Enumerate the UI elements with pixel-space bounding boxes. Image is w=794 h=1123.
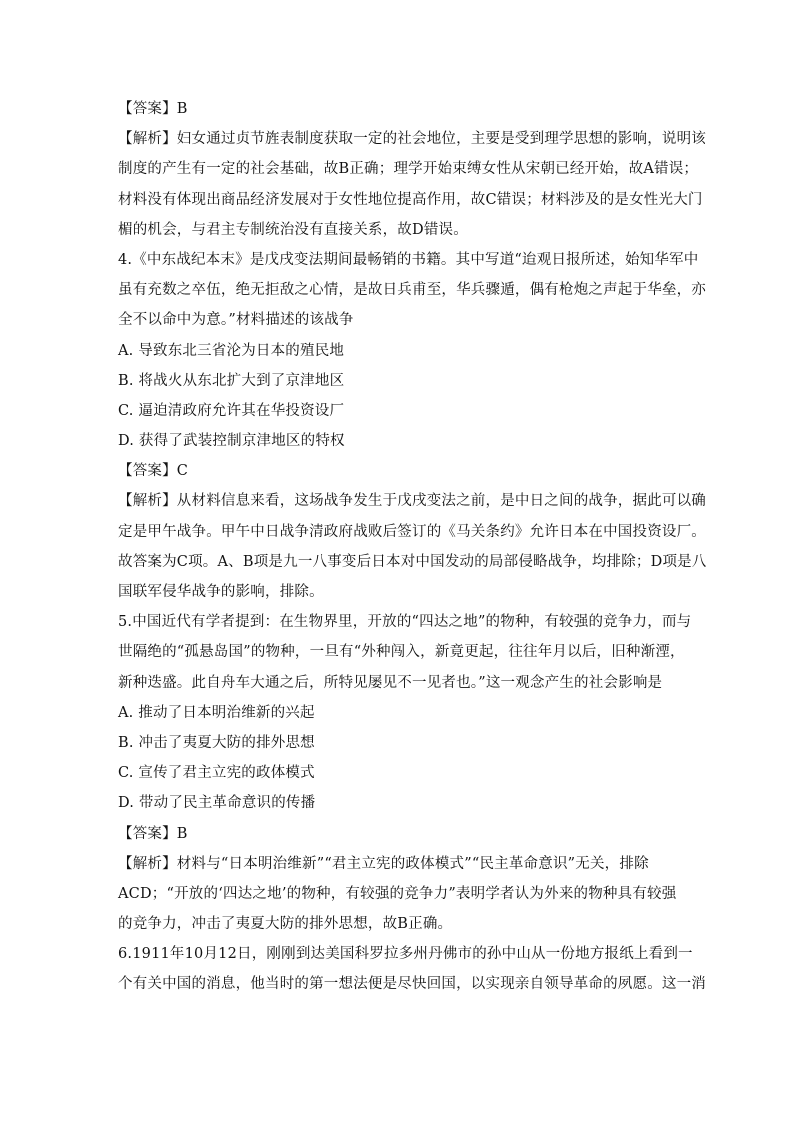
question-4-stem: 全不以命中为意。”材料描述的该战争 [118,312,354,329]
answer-line: 【答案】B [118,101,188,117]
answer-line: 【答案】B [118,825,188,842]
analysis-line: 楣的机会，与君主专制统治没有直接关系，故D错误。 [118,221,468,238]
question-4-option-b: B. 将战火从东北扩大到了京津地区 [118,372,345,389]
question-5-stem: 新种迭盛。此自舟车大通之后，所特见屡见不一见者也。”这一观念产生的社会影响是 [118,674,663,691]
question-4-stem: 4.《中东战纪本末》是戊戌变法期间最畅销的书籍。其中写道“迨观日报所述，始知华军中 [118,251,699,268]
question-5-option-b: B. 冲击了夷夏大防的排外思想 [118,734,315,751]
analysis-line: 【解析】妇女通过贞节旌表制度获取一定的社会地位，主要是受到理学思想的影响，说明该 [118,131,706,148]
question-5-option-c: C. 宣传了君主立宪的政体模式 [118,765,315,782]
question-4-stem: 虽有充数之卒伍，绝无拒敌之心情，是故日兵甫至，华兵骤遁，偶有枪炮之声起于华垒，亦 [118,282,706,299]
analysis-line: 定是甲午战争。甲午中日战争清政府战败后签订的《马关条约》允许日本在中国投资设厂。 [118,523,706,540]
analysis-line: 【解析】从材料信息来看，这场战争发生于戊戌变法之前，是中日之间的战争，据此可以确 [118,493,706,510]
analysis-line: ACD；“开放的‘四达之地’的物种，有较强的竞争力”表明学者认为外来的物种具有较强 [118,885,677,902]
analysis-line: 制度的产生有一定的社会基础，故B正确；理学开始束缚女性从宋朝已经开始，故A错误； [118,161,699,178]
question-5-option-d: D. 带动了民主革命意识的传播 [118,795,316,812]
question-6-stem: 6.1911年10月12日，刚刚到达美国科罗拉多州丹佛市的孙中山从一份地方报纸上看到一 [118,946,693,963]
question-4-option-c: C. 逼迫清政府允许其在华投资设厂 [118,402,345,419]
analysis-line: 故答案为C项。A、B项是九一八事变后日本对中国发动的局部侵略战争，均排除；D项是八 [118,553,707,570]
analysis-line: 的竞争力，冲击了夷夏大防的排外思想，故B正确。 [118,916,453,933]
analysis-line: 材料没有体现出商品经济发展对于女性地位提高作用，故C错误；材料涉及的是女性光大门 [118,191,703,208]
question-5-option-a: A. 推动了日本明治维新的兴起 [118,704,315,721]
question-6-stem: 个有关中国的消息，他当时的第一想法便是尽快回国，以实现亲自领导革命的夙愿。这一消 [118,976,706,993]
analysis-line: 【解析】材料与“日本明治维新”“君主立宪的政体模式”“民主革命意识”无关，排除 [118,855,649,872]
analysis-line: 国联军侵华战争的影响，排除。 [118,584,324,600]
question-5-stem: 5.中国近代有学者提到：在生物界里，开放的“四达之地”的物种，有较强的竞争力，而与 [118,614,692,631]
answer-line: 【答案】C [118,463,189,480]
question-4-option-a: A. 导致东北三省沦为日本的殖民地 [118,342,345,359]
question-5-stem: 世隔绝的“孤悬岛国”的物种，一旦有“外种闯入，新竟更起，往往年月以后，旧种渐湮， [118,644,685,661]
question-4-option-d: D. 获得了武装控制京津地区的特权 [118,433,345,450]
